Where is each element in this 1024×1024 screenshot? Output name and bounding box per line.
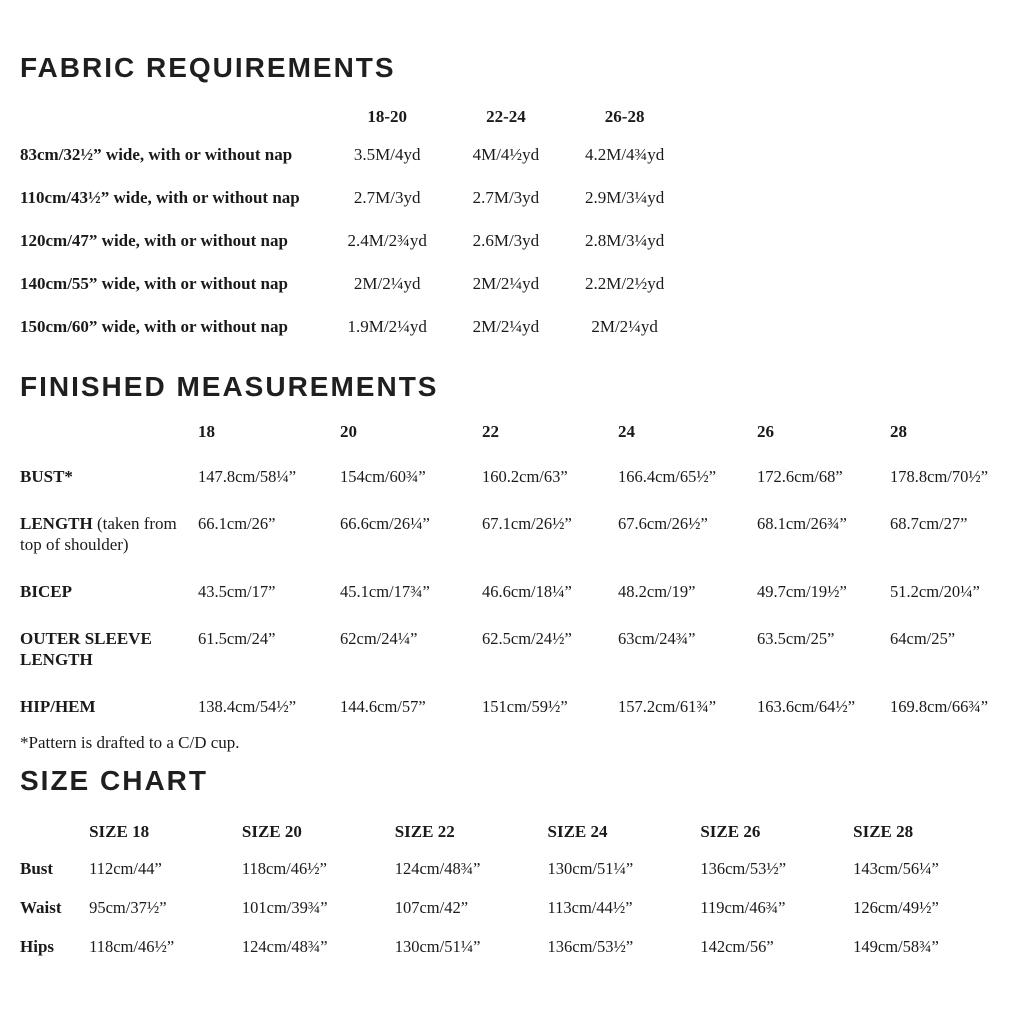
column-header: SIZE 18 <box>89 822 150 841</box>
row-label <box>20 144 328 187</box>
value-cell: 46.6cm/18¼” <box>482 582 572 601</box>
value-cell: 119cm/46¾” <box>700 898 786 917</box>
row-label-text: BICEP <box>20 582 72 601</box>
table-row <box>20 858 1006 897</box>
row-label <box>20 897 89 936</box>
value-cell: 149cm/58¾” <box>853 937 939 956</box>
value-cell: 51.2cm/20¼” <box>890 582 980 601</box>
row-label <box>20 230 328 273</box>
row-label-text: 140cm/55” wide, with or without nap <box>20 274 288 293</box>
value-cell: 118cm/46½” <box>241 859 327 878</box>
column-header: 22 <box>482 422 499 441</box>
value-cell: 151cm/59½” <box>482 697 568 716</box>
value-cell: 2M/2¼yd <box>472 274 540 293</box>
header-row <box>20 421 1006 466</box>
column-header: SIZE 22 <box>394 822 455 841</box>
value-cell: 178.8cm/70½” <box>890 467 989 486</box>
fabric-requirements-table <box>20 106 684 359</box>
value-cell: 2.7M/3yd <box>472 188 540 207</box>
row-label <box>20 187 328 230</box>
value-cell: 67.6cm/26½” <box>618 514 708 533</box>
row-label-text: HIP/HEM <box>20 697 96 716</box>
column-header: 26-28 <box>604 107 645 126</box>
value-cell: 2.4M/2¾yd <box>347 231 427 250</box>
table-row <box>20 628 1006 696</box>
header-row <box>20 106 684 144</box>
value-cell: 112cm/44” <box>89 859 162 878</box>
value-cell: 126cm/49½” <box>853 898 939 917</box>
table-row <box>20 144 684 187</box>
value-cell: 138.4cm/54½” <box>198 697 297 716</box>
row-label <box>20 273 328 316</box>
table-row <box>20 316 684 359</box>
value-cell: 2.2M/2½yd <box>584 274 665 293</box>
table-row <box>20 581 1006 628</box>
size-chart-table <box>20 821 1006 975</box>
table-row <box>20 466 1006 513</box>
value-cell: 3.5M/4yd <box>353 145 421 164</box>
table-row <box>20 230 684 273</box>
row-label-text: LENGTH <box>20 514 93 533</box>
value-cell: 160.2cm/63” <box>482 467 568 486</box>
value-cell: 107cm/42” <box>394 898 469 917</box>
column-header: 26 <box>757 422 774 441</box>
row-label-text: 110cm/43½” wide, with or without nap <box>20 188 300 207</box>
value-cell: 68.7cm/27” <box>890 514 968 533</box>
value-cell: 124cm/48¾” <box>241 937 328 956</box>
value-cell: 68.1cm/26¾” <box>757 514 847 533</box>
finished-measurements-title: FINISHED MEASUREMENTS <box>20 371 439 402</box>
column-header: 20 <box>340 422 357 441</box>
column-header: SIZE 28 <box>853 822 914 841</box>
value-cell: 1.9M/2¼yd <box>347 317 427 336</box>
value-cell: 147.8cm/58¼” <box>198 467 297 486</box>
fabric-requirements-section <box>20 54 1004 359</box>
value-cell: 136cm/53½” <box>700 859 787 878</box>
row-label-text: 83cm/32½” wide, with or without nap <box>20 145 293 164</box>
value-cell: 2M/2¼yd <box>353 274 421 293</box>
value-cell: 2.6M/3yd <box>472 231 540 250</box>
value-cell: 95cm/37½” <box>89 898 167 917</box>
value-cell: 66.1cm/26” <box>198 514 276 533</box>
row-label-text: Hips <box>20 937 55 956</box>
table-row <box>20 513 1006 581</box>
value-cell: 157.2cm/61¾” <box>618 697 717 716</box>
table-row <box>20 187 684 230</box>
row-label-text: OUTER SLEEVE LENGTH <box>20 629 152 669</box>
value-cell: 45.1cm/17¾” <box>340 582 430 601</box>
finished-measurements-section <box>20 373 1004 753</box>
value-cell: 124cm/48¾” <box>394 859 481 878</box>
value-cell: 63cm/24¾” <box>618 629 696 648</box>
column-header: SIZE 20 <box>241 822 302 841</box>
row-label-text: Bust <box>20 859 54 878</box>
row-label-text: 150cm/60” wide, with or without nap <box>20 317 288 336</box>
value-cell: 143cm/56¼” <box>853 859 939 878</box>
value-cell: 144.6cm/57” <box>340 697 426 716</box>
corner-cell <box>20 106 328 144</box>
value-cell: 62cm/24¼” <box>340 629 418 648</box>
value-cell: 142cm/56” <box>700 937 774 956</box>
row-label <box>20 858 89 897</box>
value-cell: 4M/4½yd <box>472 145 540 164</box>
column-header: 22-24 <box>486 107 526 126</box>
row-label <box>20 466 198 513</box>
value-cell: 169.8cm/66¾” <box>890 697 989 716</box>
row-label-text: BUST* <box>20 467 73 486</box>
value-cell: 172.6cm/68” <box>757 467 843 486</box>
size-chart-title: SIZE CHART <box>20 765 208 796</box>
value-cell: 49.7cm/19½” <box>757 582 847 601</box>
column-header: SIZE 24 <box>547 822 608 841</box>
cup-footnote: *Pattern is drafted to a C/D cup. <box>20 733 240 752</box>
value-cell: 63.5cm/25” <box>757 629 835 648</box>
row-label <box>20 936 89 975</box>
value-cell: 2M/2¼yd <box>591 317 658 336</box>
table-row <box>20 936 1006 975</box>
value-cell: 163.6cm/64½” <box>757 697 856 716</box>
value-cell: 113cm/44½” <box>547 898 633 917</box>
corner-cell <box>20 821 89 858</box>
value-cell: 2.9M/3¼yd <box>584 188 665 207</box>
value-cell: 64cm/25” <box>890 629 956 648</box>
column-header: SIZE 26 <box>700 822 761 841</box>
value-cell: 166.4cm/65½” <box>618 467 717 486</box>
value-cell: 66.6cm/26¼” <box>340 514 430 533</box>
header-row <box>20 821 1006 858</box>
row-label <box>20 316 328 359</box>
fabric-requirements-title: FABRIC REQUIREMENTS <box>20 52 396 83</box>
row-label-note: (taken from top of shoulder) <box>20 514 177 554</box>
value-cell: 48.2cm/19” <box>618 582 696 601</box>
value-cell: 101cm/39¾” <box>241 898 328 917</box>
value-cell: 154cm/60¾” <box>340 467 426 486</box>
row-label <box>20 581 198 628</box>
row-label <box>20 513 198 581</box>
value-cell: 2.8M/3¼yd <box>584 231 665 250</box>
value-cell: 43.5cm/17” <box>198 582 276 601</box>
table-row <box>20 273 684 316</box>
column-header: 18-20 <box>367 107 408 126</box>
column-header: 18 <box>198 422 215 441</box>
row-label-text: Waist <box>20 898 62 917</box>
value-cell: 136cm/53½” <box>547 937 634 956</box>
value-cell: 118cm/46½” <box>89 937 175 956</box>
size-chart-section <box>20 767 1004 975</box>
value-cell: 2.7M/3yd <box>353 188 421 207</box>
table-row <box>20 897 1006 936</box>
value-cell: 4.2M/4¾yd <box>584 145 665 164</box>
row-label <box>20 628 198 696</box>
value-cell: 130cm/51¼” <box>394 937 481 956</box>
finished-measurements-table <box>20 421 1006 743</box>
value-cell: 130cm/51¼” <box>547 859 634 878</box>
value-cell: 2M/2¼yd <box>472 317 540 336</box>
value-cell: 62.5cm/24½” <box>482 629 572 648</box>
value-cell: 67.1cm/26½” <box>482 514 572 533</box>
corner-cell <box>20 421 198 466</box>
row-label-text: 120cm/47” wide, with or without nap <box>20 231 288 250</box>
column-header: 24 <box>618 422 635 441</box>
value-cell: 61.5cm/24” <box>198 629 276 648</box>
column-header: 28 <box>890 422 907 441</box>
